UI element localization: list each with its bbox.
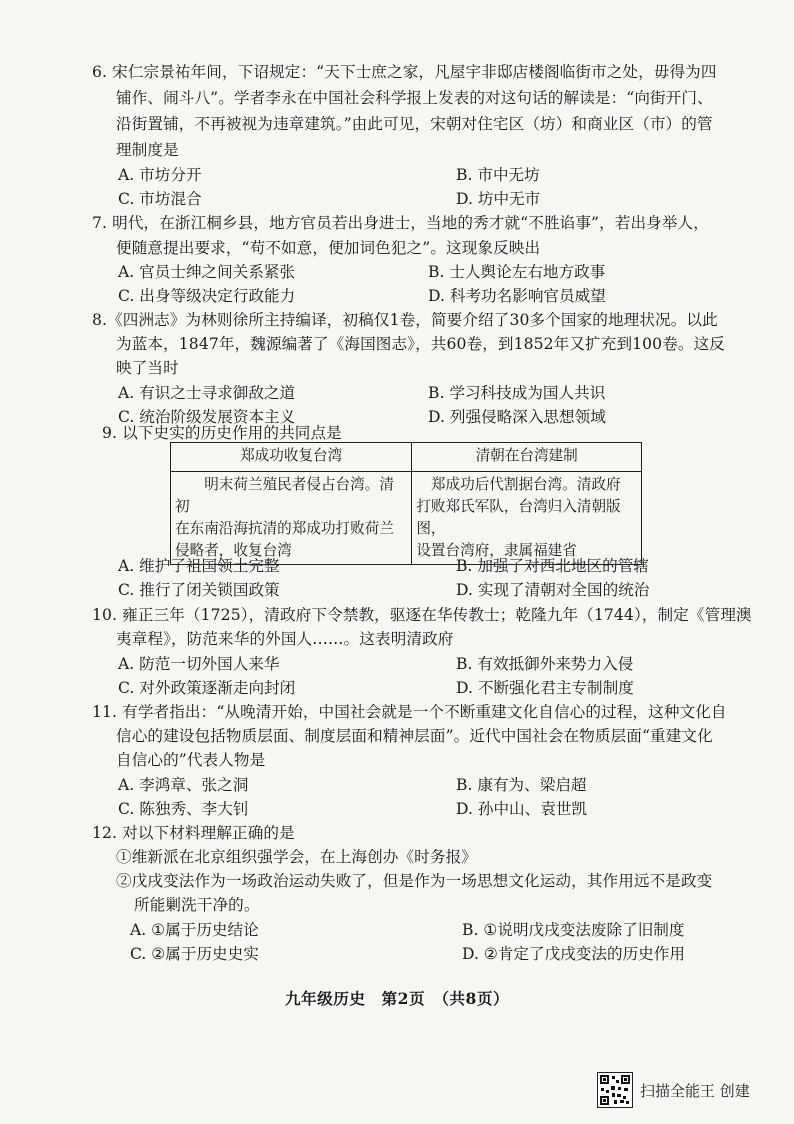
q9-option-a: A. 维护了祖国领土完整 [118,557,280,575]
q6-option-c: C. 市坊混合 [118,190,202,208]
q10-option-a: A. 防范一切外国人来华 [118,655,280,673]
q8-option-d: D. 列强侵略深入思想领域 [428,408,606,426]
q10-stem-line-2: 夷章程》，防范来华的外国人……。这表明清政府 [116,630,454,648]
q6-option-a: A. 市坊分开 [118,166,202,184]
q12-stem-line-1: 12. 对以下材料理解正确的是 [92,824,295,842]
q8-option-a: A. 有识之士寻求御敌之道 [118,384,296,402]
q9-table-header-row [171,443,642,472]
q11-stem-line-3: 自信心的”代表人物是 [116,751,266,769]
q8-option-c: C. 统治阶级发展资本主义 [118,408,296,426]
q7-option-a: A. 官员士绅之间关系紧张 [118,263,296,281]
q11-stem-line-2: 信心的建设包括物质层面、制度层面和精神层面”。近代中国社会在物质层面“重建文化 [116,727,713,745]
q9-option-d: D. 实现了清朝对全国的统治 [456,581,650,599]
q11-option-c: C. 陈独秀、李大钊 [118,800,249,818]
q11-option-d: D. 孙中山、袁世凯 [456,800,588,818]
q12-option-b: B. ①说明戊戌变法废除了旧制度 [462,921,685,939]
watermark-text: 扫描全能王 创建 [640,1082,750,1100]
q6-stem-line-4: 理制度是 [116,141,179,159]
q9-table-header-2: 清朝在台湾建制 [412,443,642,472]
q7-option-c: C. 出身等级决定行政能力 [118,287,296,305]
q12-stem-line-3: ②戊戌变法作为一场政治运动失败了，但是作为一场思想文化运动，其作用远不是政变 [116,872,713,890]
q12-stem-line-4: 所能剿洗干净的。 [134,896,260,914]
q10-option-c: C. 对外政策逐渐走向封闭 [118,679,296,697]
q10-option-b: B. 有效抵御外来势力入侵 [456,655,634,673]
q7-option-b: B. 士人舆论左右地方政事 [428,263,606,281]
q9-table-header-1: 郑成功收复台湾 [171,443,412,472]
q6-stem-line-3: 沿街置铺，不再被视为违章建筑。”由此可见，宋朝对住宅区（坊）和商业区（市）的管 [116,115,713,133]
q8-option-b: B. 学习科技成为国人共识 [428,384,606,402]
q10-stem-line-1: 10. 雍正三年（1725），清政府下令禁教，驱逐在华传教士；乾隆九年（1744），制定《管理澳 [92,606,752,624]
q11-option-a: A. 李鸿章、张之洞 [118,776,249,794]
page-footer: 九年级历史 第2页 （共8页） [284,989,510,1008]
q9-option-b: B. 加强了对西北地区的管辖 [456,557,649,575]
q6-stem-line-1: 6. 宋仁宗景祐年间，下诏规定：“天下士庶之家，凡屋宇非邸店楼阁临街市之处，毋得为四 [92,63,717,81]
q9-cell-1-line-1: 明末荷兰殖民者侵占台湾。清初 [175,476,394,515]
q11-option-b: B. 康有为、梁启超 [456,776,587,794]
q9-table-cell-2 [412,472,642,565]
q7-option-d: D. 科考功名影响官员威望 [428,287,606,305]
q9-option-c: C. 推行了闭关锁国政策 [118,581,280,599]
q12-option-c: C. ②属于历史史实 [130,945,259,963]
q11-stem-line-1: 11. 有学者指出：“从晚清开始，中国社会就是一个不断重建文化自信心的过程，这种文化自 [92,703,727,721]
q9-cell-2-line-1: 郑成功后代割据台湾。清政府 [416,476,621,493]
q8-stem-line-2: 为蓝本，1847年，魏源编著了《海国图志》，共60卷，到1852年又扩充到100卷。这反 [116,335,725,353]
q6-option-d: D. 坊中无市 [456,190,541,208]
q9-cell-1-line-2: 在东南沿海抗清的郑成功打败荷兰 [175,520,394,537]
q9-stem-line-1: 9. 以下史实的历史作用的共同点是 [102,424,342,442]
q12-option-a: A. ①属于历史结论 [130,921,259,939]
q9-table-cell-1 [171,472,412,565]
q6-option-b: B. 市中无坊 [456,166,540,184]
q8-stem-line-1: 8.《四洲志》为林则徐所主持编译，初稿仅1卷，简要介绍了30多个国家的地理状况。以此 [92,311,718,329]
q7-stem-line-2: 便随意提出要求，“苟不如意，便加词色犯之”。这现象反映出 [116,239,541,257]
q9-cell-2-line-2: 打败郑氏军队，台湾归入清朝版图， [416,498,621,537]
q9-cell-2-line-3: 设置台湾府，隶属福建省 [416,542,577,559]
q10-option-d: D. 不断强化君主专制制度 [456,679,634,697]
qr-code-icon [597,1072,633,1108]
q12-option-d: D. ②肯定了戊戌变法的历史作用 [462,945,685,963]
q6-stem-line-2: 铺作、闹斗八”。学者李永在中国社会科学报上发表的对这句话的解读是：“向街开门、 [116,89,713,107]
q8-stem-line-3: 映了当时 [116,359,179,377]
q9-table [170,442,642,565]
q12-stem-line-2: ①维新派在北京组织强学会，在上海创办《时务报》 [116,848,477,866]
q9-table-row [171,472,642,565]
q7-stem-line-1: 7. 明代，在浙江桐乡县，地方官员若出身进士，当地的秀才就“不胜谄事”，若出身举人， [92,214,709,232]
q9-cell-1-line-3: 侵略者，收复台湾 [175,542,292,559]
